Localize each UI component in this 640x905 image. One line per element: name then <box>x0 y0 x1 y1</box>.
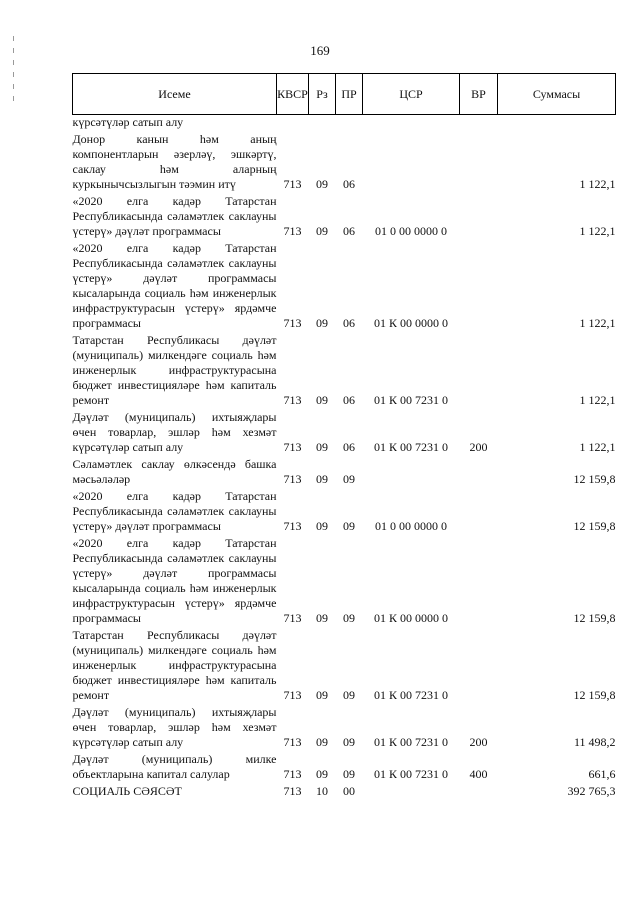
row-pr: 09 <box>343 519 355 533</box>
row-rz: 09 <box>316 767 328 781</box>
row-csr <box>363 455 460 487</box>
row-sum: 1 122,1 <box>579 393 616 407</box>
table-row <box>73 455 616 487</box>
row-name: «2020 елга кадәр Татарстан Республикасында сәламәтлек саклауны үстерү» дәүләт программасы кысаларында социаль һәм инженерлык инфраструктурасын үстерү» ярдәмче программасы <box>72 536 277 625</box>
margin-tick <box>13 60 14 65</box>
row-csr: 01 0 00 0000 0 <box>375 224 447 238</box>
table-header-row <box>73 74 616 115</box>
row-vr <box>460 626 498 703</box>
row-name: «2020 елга кадәр Татарстан Республикасында сәламәтлек саклауны үстерү» дәүләт программасы <box>72 194 277 238</box>
table-row <box>73 750 616 782</box>
row-pr: 06 <box>343 440 355 454</box>
header-vr: ВР <box>460 74 498 115</box>
row-csr <box>363 782 460 799</box>
row-kvsr: 713 <box>283 784 302 798</box>
row-name: Дәүләт (муниципаль) ихтыяҗлары өчен товарлар, эшләр һәм хезмәт күрсәтүләр сатып алу <box>72 705 277 749</box>
table-row <box>73 331 616 408</box>
table-row <box>73 626 616 703</box>
row-pr <box>336 115 363 131</box>
row-csr: 01 К 00 7231 0 <box>373 393 448 407</box>
row-sum: 12 159,8 <box>573 519 616 533</box>
row-vr: 200 <box>469 440 488 454</box>
row-kvsr: 713 <box>283 393 302 407</box>
row-csr: 01 К 00 7231 0 <box>373 688 448 702</box>
row-kvsr: 713 <box>283 440 302 454</box>
budget-table <box>72 73 616 799</box>
row-rz: 09 <box>316 519 328 533</box>
row-pr: 06 <box>343 393 355 407</box>
row-rz <box>309 115 336 131</box>
row-name: Донор канын һәм аның компонентларын әзерләү, эшкәртү, саклау һәм аларның куркынычсызлыгын тәэмин итү <box>72 132 277 191</box>
row-name: «2020 елга кадәр Татарстан Республикасында сәламәтлек саклауны үстерү» дәүләт программасы кысаларында социаль һәм инженерлык инфраструктурасын үстерү» ярдәмче программасы <box>72 241 277 330</box>
row-pr: 06 <box>343 177 355 191</box>
row-sum: 392 765,3 <box>567 784 616 798</box>
row-rz: 09 <box>316 472 328 486</box>
table-row <box>73 487 616 534</box>
row-name: Дәүләт (муниципаль) милке объектларына капитал салулар <box>72 752 277 781</box>
page-number: 169 <box>310 43 330 58</box>
margin-tick <box>13 84 14 89</box>
table-row <box>73 115 616 131</box>
row-vr <box>460 192 498 239</box>
row-vr <box>460 455 498 487</box>
row-vr <box>460 115 498 131</box>
row-rz: 09 <box>316 224 328 238</box>
row-sum: 12 159,8 <box>573 688 616 702</box>
margin-tick <box>13 48 14 53</box>
row-pr: 09 <box>343 688 355 702</box>
table-row <box>73 130 616 192</box>
row-vr <box>460 130 498 192</box>
header-name: Исеме <box>73 74 277 115</box>
margin-tick <box>13 96 14 101</box>
row-kvsr: 713 <box>283 611 302 625</box>
row-name: Сәламәтлек саклау өлкәсендә башка мәсьәләләр <box>72 457 277 486</box>
row-vr: 200 <box>469 735 488 749</box>
table-row <box>73 239 616 331</box>
row-name: «2020 елга кадәр Татарстан Республикасында сәламәтлек саклауны үстерү» дәүләт программасы <box>72 489 277 533</box>
row-sum: 12 159,8 <box>573 611 616 625</box>
row-pr: 09 <box>343 735 355 749</box>
row-sum: 661,6 <box>588 767 616 781</box>
row-pr: 09 <box>343 611 355 625</box>
row-rz: 10 <box>316 784 328 798</box>
row-vr <box>460 487 498 534</box>
row-name: Дәүләт (муниципаль) ихтыяҗлары өчен товарлар, эшләр һәм хезмәт күрсәтүләр сатып алу <box>72 410 277 454</box>
table-row <box>73 782 616 799</box>
row-vr: 400 <box>469 767 488 781</box>
row-csr: 01 0 00 0000 0 <box>375 519 447 533</box>
row-rz: 09 <box>316 735 328 749</box>
table-row <box>73 408 616 455</box>
row-sum: 1 122,1 <box>579 440 616 454</box>
row-kvsr: 713 <box>283 767 302 781</box>
row-csr: 01 К 00 7231 0 <box>373 440 448 454</box>
header-pr: ПР <box>336 74 363 115</box>
row-name: Татарстан Республикасы дәүләт (муниципаль) милкендәге социаль һәм инженерлык инфраструктурасына бюджет инвестицияләре һәм капиталь ремонт <box>72 628 277 702</box>
row-sum: 1 122,1 <box>579 224 616 238</box>
row-rz: 09 <box>316 316 328 330</box>
row-kvsr: 713 <box>283 224 302 238</box>
row-pr: 09 <box>343 767 355 781</box>
row-csr: 01 К 00 7231 0 <box>373 735 448 749</box>
row-kvsr: 713 <box>283 735 302 749</box>
row-name: СОЦИАЛЬ СӘЯСӘТ <box>72 784 182 798</box>
row-sum <box>498 115 616 131</box>
row-kvsr: 713 <box>283 519 302 533</box>
header-rz: Рз <box>309 74 336 115</box>
table-row <box>73 534 616 626</box>
row-sum: 11 498,2 <box>573 735 616 749</box>
row-rz: 09 <box>316 440 328 454</box>
row-rz: 09 <box>316 688 328 702</box>
table-row <box>73 703 616 750</box>
row-csr: 01 К 00 0000 0 <box>373 611 448 625</box>
row-csr <box>363 130 460 192</box>
row-kvsr: 713 <box>283 316 302 330</box>
row-rz: 09 <box>316 177 328 191</box>
row-sum: 1 122,1 <box>579 177 616 191</box>
header-sum: Суммасы <box>498 74 616 115</box>
row-kvsr: 713 <box>283 688 302 702</box>
row-vr <box>460 239 498 331</box>
row-kvsr <box>277 115 309 131</box>
header-csr: ЦСР <box>363 74 460 115</box>
row-rz: 09 <box>316 611 328 625</box>
row-vr <box>460 331 498 408</box>
row-pr: 00 <box>343 784 355 798</box>
row-name: Татарстан Республикасы дәүләт (муниципаль) милкендәге социаль һәм инженерлык инфраструктурасына бюджет инвестицияләре һәм капиталь ремонт <box>72 333 277 407</box>
row-vr <box>460 782 498 799</box>
row-kvsr: 713 <box>283 177 302 191</box>
margin-tick <box>13 72 14 77</box>
row-csr: 01 К 00 0000 0 <box>373 316 448 330</box>
row-sum: 1 122,1 <box>579 316 616 330</box>
row-rz: 09 <box>316 393 328 407</box>
header-kvsr: КВСР <box>277 74 309 115</box>
row-pr: 06 <box>343 316 355 330</box>
row-sum: 12 159,8 <box>573 472 616 486</box>
row-name: күрсәтүләр сатып алу <box>72 115 184 129</box>
table-row <box>73 192 616 239</box>
row-csr <box>363 115 460 131</box>
row-kvsr: 713 <box>283 472 302 486</box>
row-csr: 01 К 00 7231 0 <box>373 767 448 781</box>
margin-tick <box>13 36 14 41</box>
row-vr <box>460 534 498 626</box>
row-pr: 06 <box>343 224 355 238</box>
row-pr: 09 <box>343 472 355 486</box>
